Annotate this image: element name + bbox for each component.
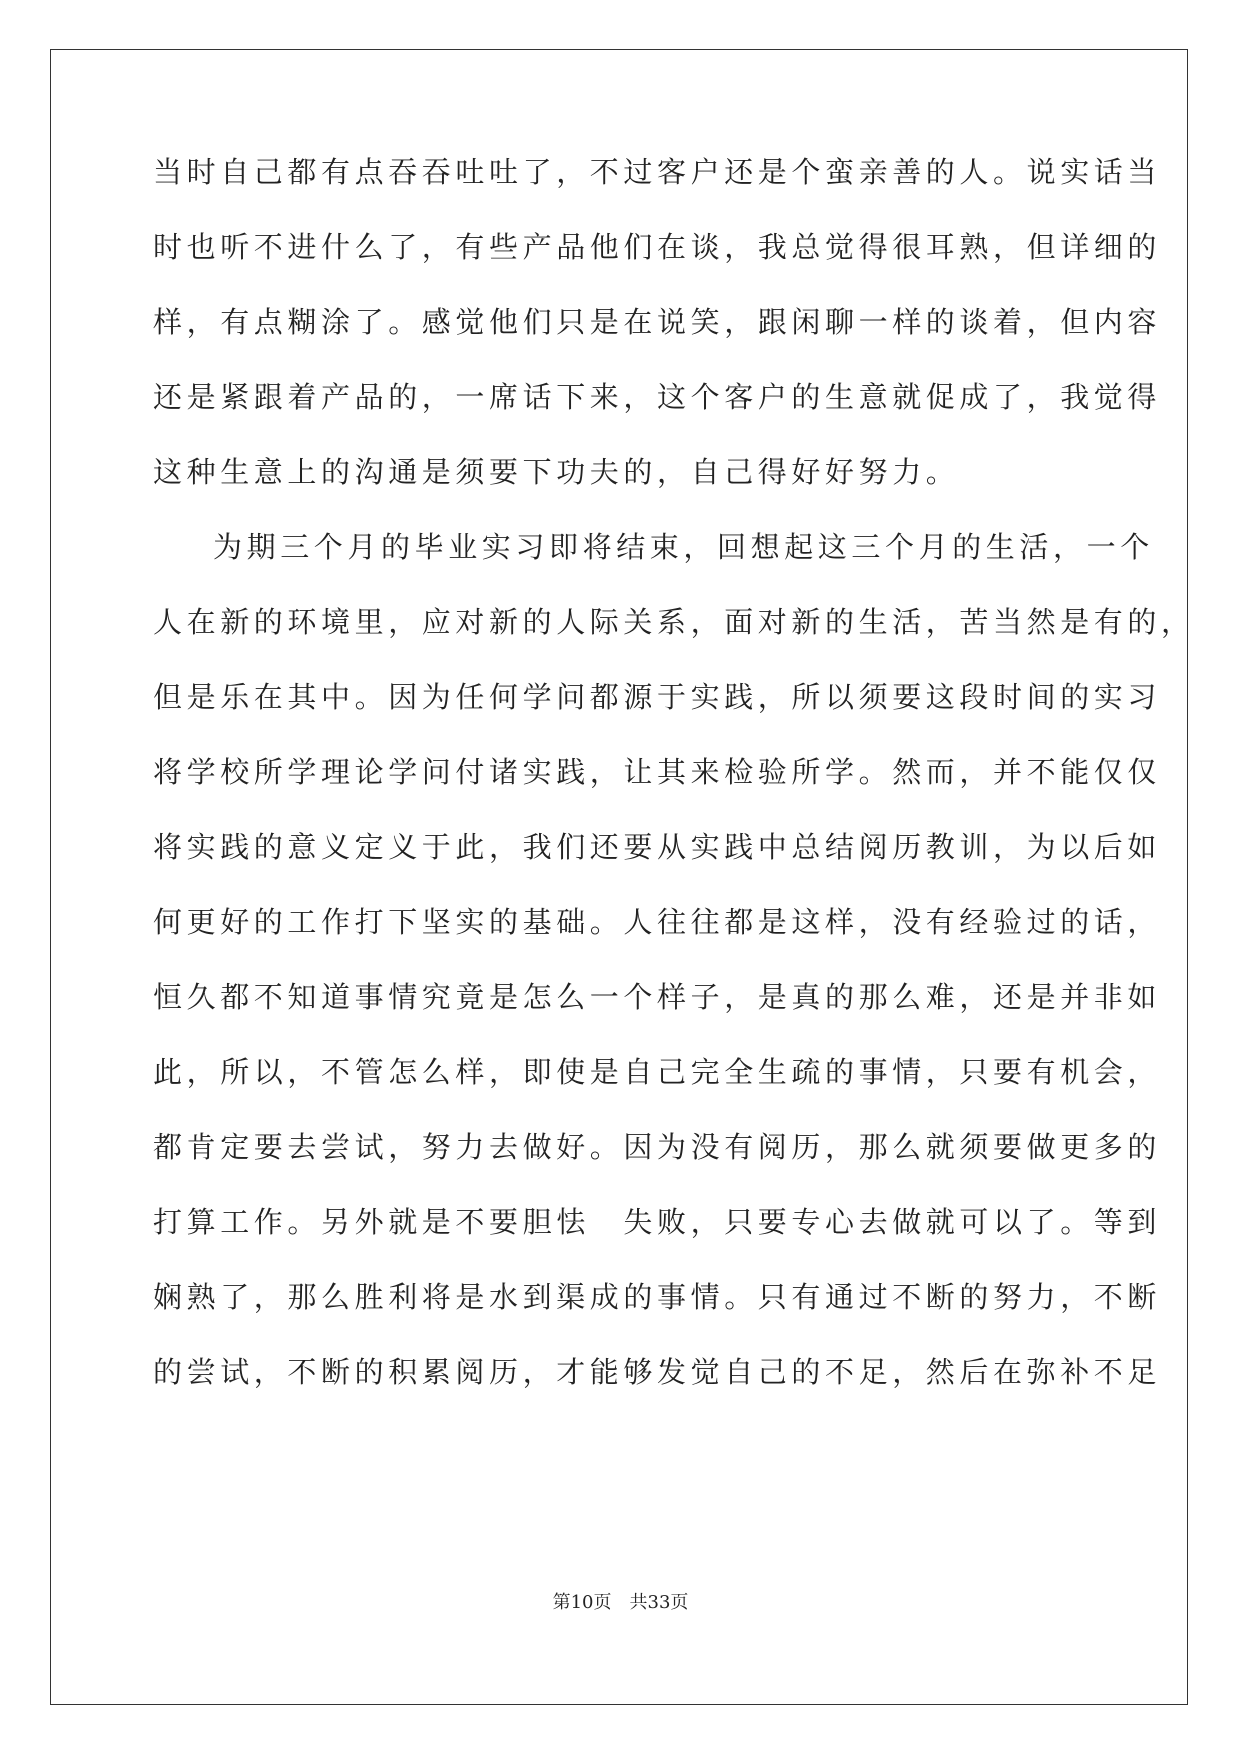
text-line-16: 娴熟了，那么胜利将是水到渠成的事情。只有通过不断的努力，不断 <box>153 1280 1162 1314</box>
text-line-9: 将学校所学理论学问付诸实践，让其来检验所学。然而，并不能仅仅 <box>153 755 1162 789</box>
text-line-5: 这种生意上的沟通是须要下功夫的，自己得好好努力。 <box>153 455 960 489</box>
text-line-3: 样，有点糊涂了。感觉他们只是在说笑，跟闲聊一样的谈着，但内容 <box>153 305 1162 339</box>
text-line-11: 何更好的工作打下坚实的基础。人往往都是这样，没有经验过的话， <box>153 905 1162 939</box>
text-line-8: 但是乐在其中。因为任何学问都源于实践，所以须要这段时间的实习 <box>153 680 1162 714</box>
text-line-13: 此，所以，不管怎么样，即使是自己完全生疏的事情，只要有机会， <box>153 1055 1162 1089</box>
text-line-17: 的尝试，不断的积累阅历，才能够发觉自己的不足，然后在弥补不足 <box>153 1355 1162 1389</box>
page-border <box>50 49 1188 1705</box>
text-line-7: 人在新的环境里，应对新的人际关系，面对新的生活，苦当然是有的， <box>153 605 1195 639</box>
text-line-15: 打算工作。另外就是不要胆怯 失败，只要专心去做就可以了。等到 <box>153 1205 1162 1239</box>
paragraph-2-first-line: 为期三个月的毕业实习即将结束，回想起这三个月的生活，一个 <box>213 530 1154 564</box>
text-line-2: 时也听不进什么了，有些产品他们在谈，我总觉得很耳熟，但详细的 <box>153 230 1162 264</box>
text-line-1: 当时自己都有点吞吞吐吐了，不过客户还是个蛮亲善的人。说实话当 <box>153 155 1162 189</box>
page-number-footer: 第10页 共33页 <box>552 1592 689 1613</box>
text-line-4: 还是紧跟着产品的，一席话下来，这个客户的生意就促成了，我觉得 <box>153 380 1162 414</box>
text-line-14: 都肯定要去尝试，努力去做好。因为没有阅历，那么就须要做更多的 <box>153 1130 1162 1164</box>
text-line-10: 将实践的意义定义于此，我们还要从实践中总结阅历教训，为以后如 <box>153 830 1162 864</box>
text-line-12: 恒久都不知道事情究竟是怎么一个样子，是真的那么难，还是并非如 <box>153 980 1162 1014</box>
